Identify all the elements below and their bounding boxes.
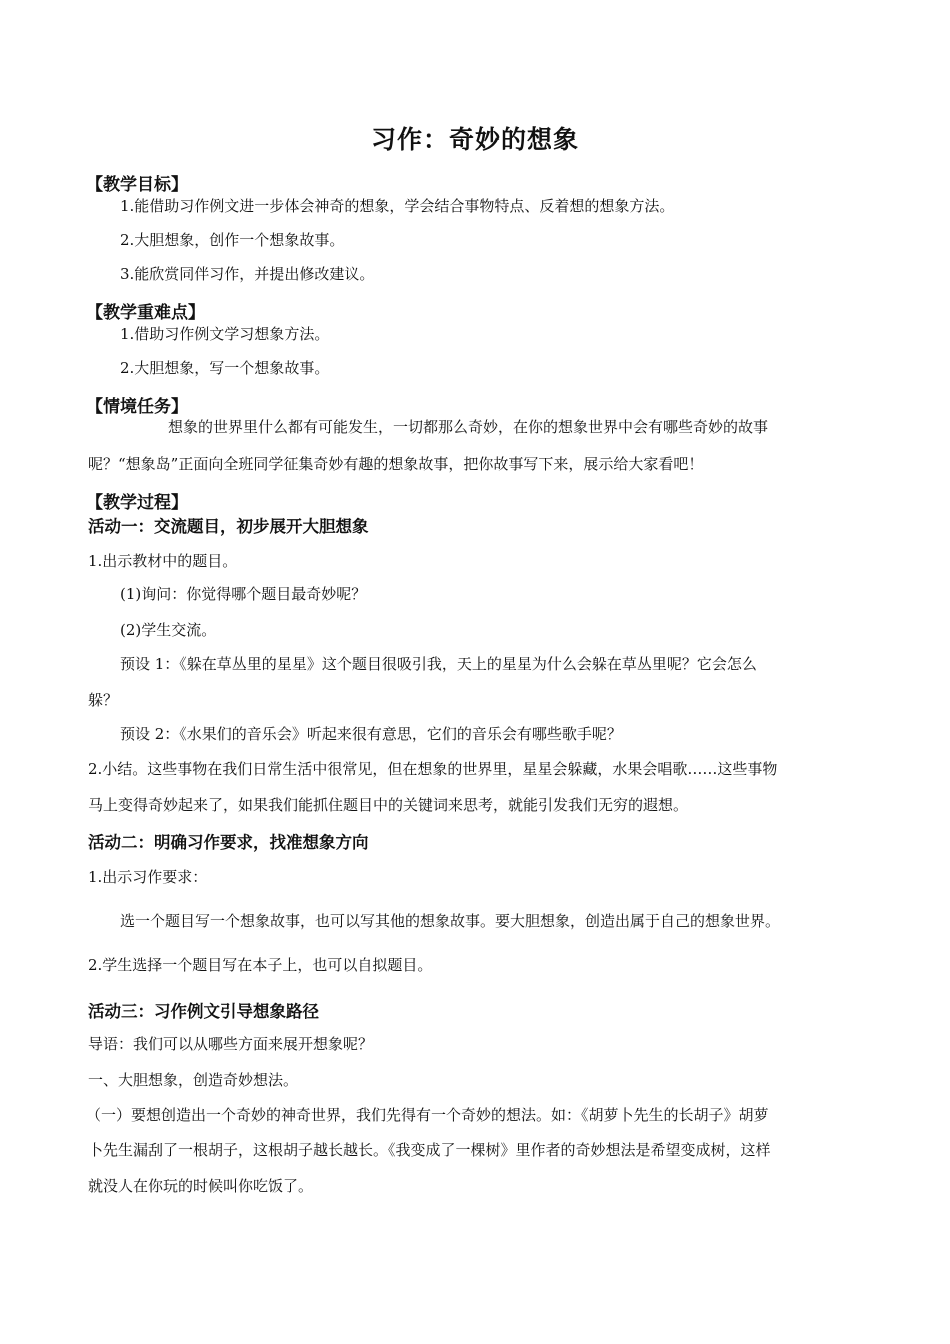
activity1-summary-line2: 马上变得奇妙起来了，如果我们能抓住题目中的关键词来思考，就能引发我们无穷的遐想。 bbox=[88, 796, 689, 814]
activity1-sub1: (1)询问：你觉得哪个题目最奇妙呢？ bbox=[120, 585, 367, 603]
section-heading-key-points: 【教学重难点】 bbox=[86, 303, 205, 323]
activity1-summary-line1: 2.小结。这些事物在我们日常生活中很常见，但在想象的世界里，星星会躲藏，水果会唱歌……这些事物 bbox=[88, 760, 778, 778]
activity1-sub2: (2)学生交流。 bbox=[120, 621, 217, 639]
page-title: 习作：奇妙的想象 bbox=[370, 125, 579, 154]
activity3-point1: 一、大胆想象，创造奇妙想法。 bbox=[88, 1071, 299, 1089]
activity2-title: 活动二：明确习作要求，找准想象方向 bbox=[88, 833, 369, 852]
activity2-step1: 1.出示习作要求： bbox=[88, 868, 208, 886]
activity3-intro: 导语：我们可以从哪些方面来展开想象呢？ bbox=[88, 1035, 374, 1053]
activity1-preset1-line1: 预设 1：《躲在草丛里的星星》这个题目很吸引我，天上的星星为什么会躲在草丛里呢？它会怎么 bbox=[120, 655, 757, 673]
activity1-step1: 1.出示教材中的题目。 bbox=[88, 552, 238, 570]
section-heading-objectives: 【教学目标】 bbox=[86, 175, 188, 195]
activity3-para-line2: 卜先生漏刮了一根胡子，这根胡子越长越长。《我变成了一棵树》里作者的奇妙想法是希望变成树，这样 bbox=[88, 1141, 771, 1159]
objective-item-1: 1.能借助习作例文进一步体会神奇的想象，学会结合事物特点、反着想的想象方法。 bbox=[120, 197, 675, 215]
objective-item-3: 3.能欣赏同伴习作，并提出修改建议。 bbox=[120, 265, 375, 283]
scenario-text-line1: 想象的世界里什么都有可能发生，一切都那么奇妙，在你的想象世界中会有哪些奇妙的故事 bbox=[168, 418, 769, 436]
activity3-title: 活动三：习作例文引导想象路径 bbox=[88, 1002, 319, 1021]
activity1-preset1-line2: 躲？ bbox=[88, 691, 119, 709]
activity2-step2: 2.学生选择一个题目写在本子上，也可以自拟题目。 bbox=[88, 956, 433, 974]
section-heading-process: 【教学过程】 bbox=[86, 493, 188, 513]
activity2-requirement: 选一个题目写一个想象故事，也可以写其他的想象故事。要大胆想象，创造出属于自己的想象世界。 bbox=[120, 912, 781, 930]
scenario-text-line2: 呢？“想象岛”正面向全班同学征集奇妙有趣的想象故事，把你故事写下来，展示给大家看吧！ bbox=[88, 455, 704, 473]
activity1-preset2: 预设 2：《水果们的音乐会》听起来很有意思，它们的音乐会有哪些歌手呢？ bbox=[120, 725, 622, 743]
key-point-item-2: 2.大胆想象，写一个想象故事。 bbox=[120, 359, 330, 377]
activity3-para-line1: （一）要想创造出一个奇妙的神奇世界，我们先得有一个奇妙的想法。如：《胡萝卜先生的长胡子》胡萝 bbox=[86, 1106, 769, 1124]
objective-item-2: 2.大胆想象，创作一个想象故事。 bbox=[120, 231, 345, 249]
section-heading-scenario: 【情境任务】 bbox=[86, 397, 188, 417]
key-point-item-1: 1.借助习作例文学习想象方法。 bbox=[120, 325, 330, 343]
activity3-para-line3: 就没人在你玩的时候叫你吃饭了。 bbox=[88, 1177, 314, 1195]
activity1-title: 活动一：交流题目，初步展开大胆想象 bbox=[88, 517, 369, 536]
